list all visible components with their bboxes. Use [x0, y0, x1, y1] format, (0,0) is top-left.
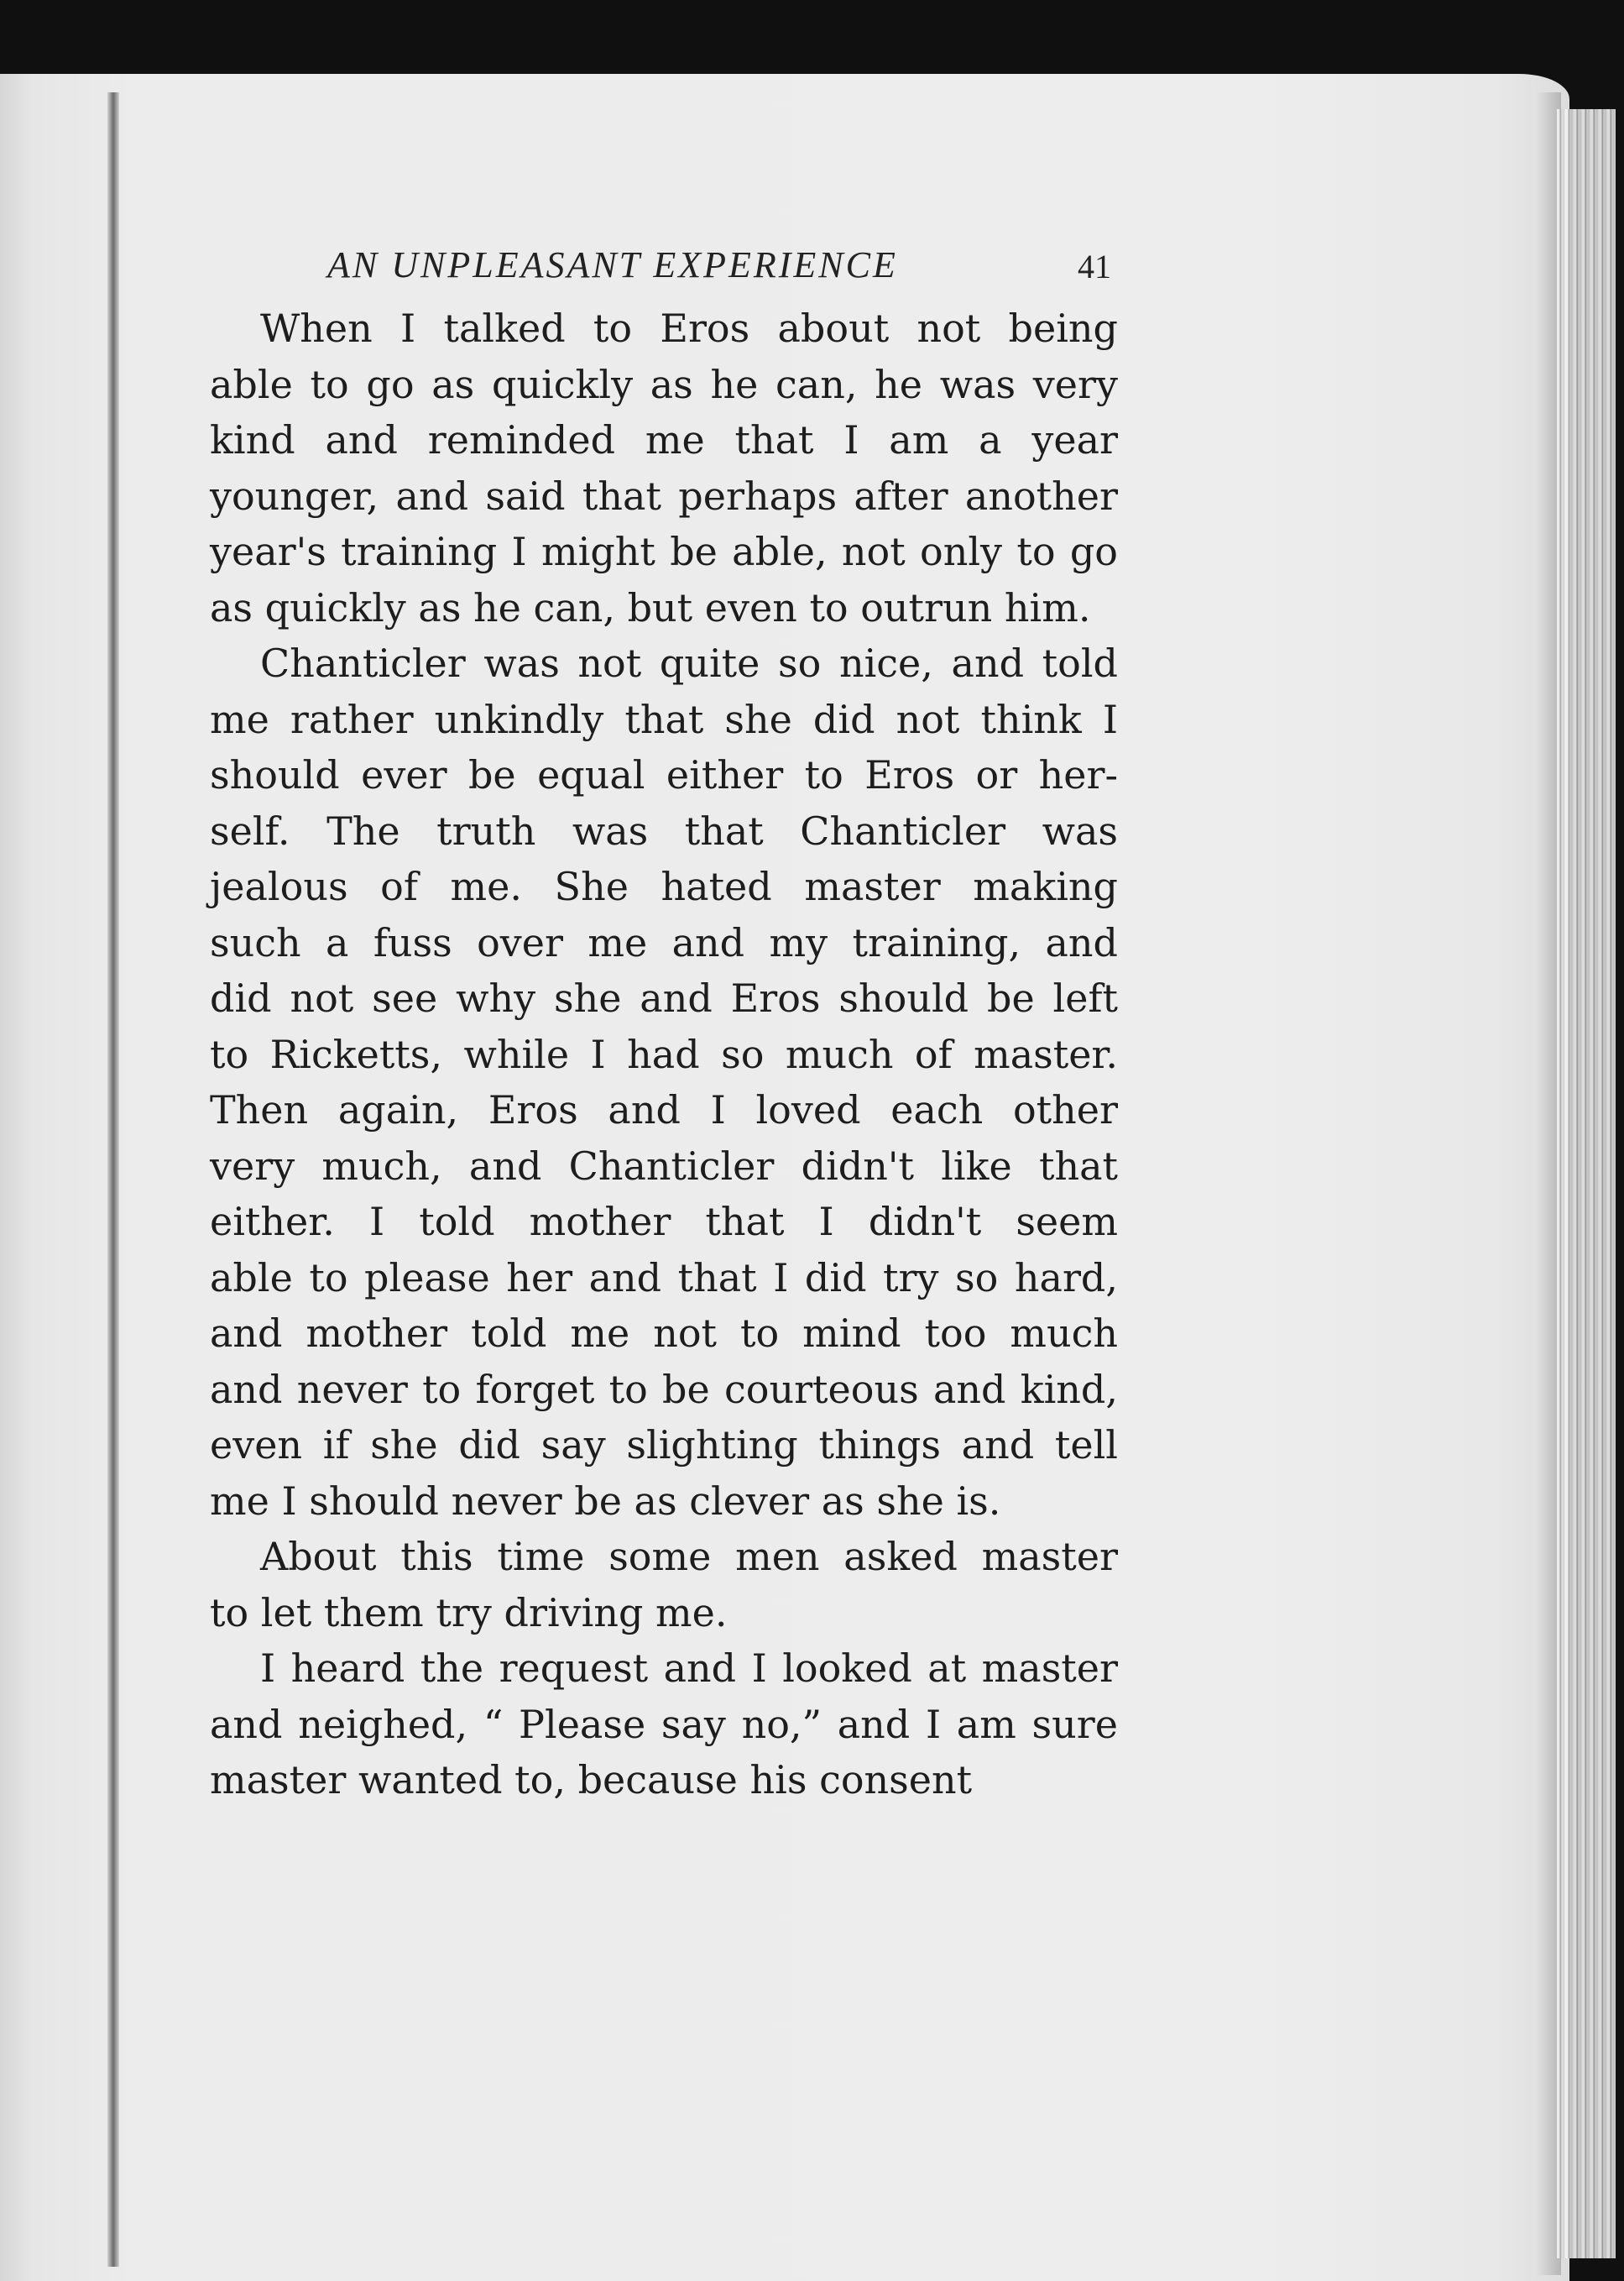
text-line: Then again, Eros and I loved each other	[210, 1087, 1118, 1133]
text-line: able to go as quickly as he can, he was very	[210, 361, 1118, 407]
text-line: younger, and said that perhaps after another	[210, 473, 1118, 519]
text-line: able to please her and that I did try so hard,	[210, 1254, 1118, 1300]
text-line: and mother told me not to mind too much	[210, 1311, 1118, 1356]
text-line: year's training I might be able, not only to go	[210, 529, 1118, 574]
text-line: Chanticler was not quite so nice, and told	[260, 641, 1118, 686]
paragraph	[210, 301, 1118, 636]
text-line: as quickly as he can, but even to outrun him.	[210, 584, 1091, 630]
text-line: such a fuss over me and my training, and	[210, 919, 1118, 965]
text-line: When I talked to Eros about not being	[260, 306, 1118, 351]
text-line: to Ricketts, while I had so much of master.	[210, 1031, 1118, 1077]
text-line: kind and reminded me that I am a year	[210, 417, 1118, 463]
text-line: me I should never be as clever as she is.	[210, 1478, 1001, 1524]
text-line: jealous of me. She hated master making	[210, 864, 1118, 909]
page-number: 41	[1078, 248, 1111, 285]
running-head	[210, 235, 1118, 294]
text-line: self. The truth was that Chanticler was	[210, 808, 1118, 854]
text-line: either. I told mother that I didn't seem	[210, 1199, 1118, 1244]
book-gutter	[107, 92, 119, 2267]
paragraph	[210, 1640, 1118, 1808]
text-line: did not see why she and Eros should be left	[210, 976, 1118, 1021]
text-line: to let them try driving me.	[210, 1589, 728, 1635]
text-line: very much, and Chanticler didn't like that	[210, 1143, 1118, 1189]
text-line: me rather unkindly that she did not think I	[210, 696, 1118, 742]
text-block	[210, 235, 1118, 1808]
paragraph	[210, 1529, 1118, 1640]
text-line: should ever be equal either to Eros or her-	[210, 752, 1118, 798]
text-line: and never to forget to be courteous and kind,	[210, 1366, 1118, 1412]
text-line: master wanted to, because his consent	[210, 1757, 973, 1802]
text-line: I heard the request and I looked at master	[260, 1645, 1118, 1691]
text-line: About this time some men asked master	[260, 1534, 1118, 1579]
text-line: even if she did say slighting things and tell	[210, 1422, 1118, 1467]
body-text	[210, 301, 1118, 1808]
text-line: and neighed, “ Please say no,” and I am sure	[210, 1701, 1118, 1747]
page-edges	[1557, 109, 1616, 2258]
paragraph	[210, 636, 1118, 1529]
running-head-title: AN UNPLEASANT EXPERIENCE	[327, 244, 898, 285]
